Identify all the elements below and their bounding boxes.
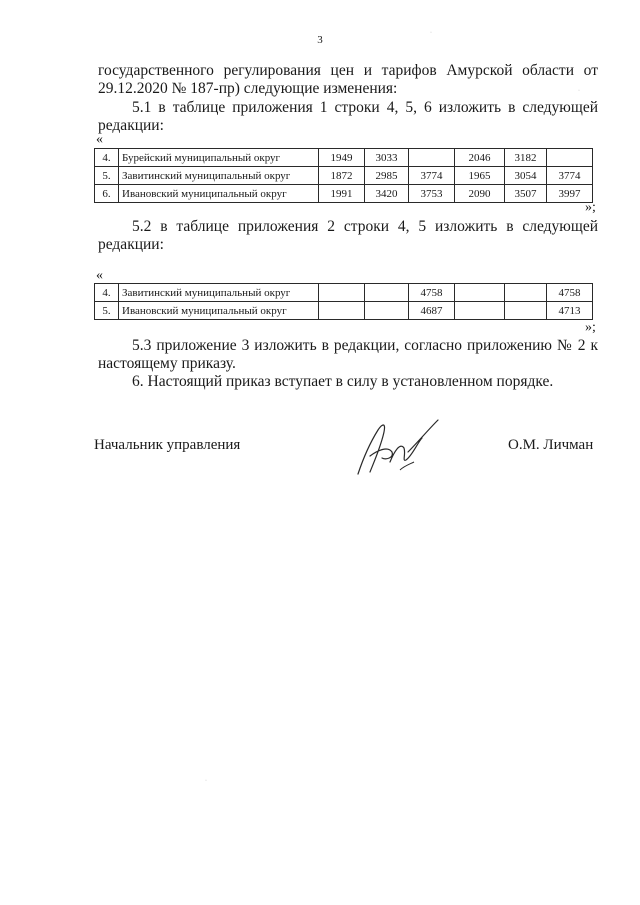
handwritten-signature xyxy=(348,412,448,492)
item-6: 6. Настоящий приказ вступает в силу в установленном порядке. xyxy=(132,373,554,390)
value-cell: 2046 xyxy=(455,149,505,167)
scan-speck: · xyxy=(578,88,580,94)
value-cell: 3774 xyxy=(409,167,455,185)
table-row xyxy=(95,167,593,185)
table-2 xyxy=(94,283,593,320)
value-cell xyxy=(409,149,455,167)
scan-speck: · xyxy=(430,30,432,36)
value-cell: 3753 xyxy=(409,185,455,203)
item-5-1 xyxy=(98,99,598,135)
item-5-3-line-2: настоящему приказу. xyxy=(98,355,236,372)
item-5-2-line-1: 5.2 в таблице приложения 2 строки 4, 5 изложить в следующей xyxy=(132,218,598,235)
district-name-cell: Бурейский муниципальный округ xyxy=(119,149,319,167)
intro-line-1: государственного регулирования цен и тарифов Амурской области от xyxy=(98,62,598,79)
intro-line-2: 29.12.2020 № 187-пр) следующие изменения: xyxy=(98,80,398,97)
value-cell xyxy=(547,149,593,167)
item-5-1-line-1: 5.1 в таблице приложения 1 строки 4, 5, 6 изложить в следующей xyxy=(132,99,598,116)
row-number-cell: 5. xyxy=(95,167,119,185)
value-cell: 3997 xyxy=(547,185,593,203)
value-cell: 4687 xyxy=(409,302,455,320)
value-cell: 2090 xyxy=(455,185,505,203)
item-5-1-line-2: редакции: xyxy=(98,117,164,134)
table-row xyxy=(95,185,593,203)
item-5-3-line-1: 5.3 приложение 3 изложить в редакции, согласно приложению № 2 к xyxy=(132,337,598,354)
table-row xyxy=(95,284,593,302)
table-row xyxy=(95,302,593,320)
value-cell: 1965 xyxy=(455,167,505,185)
value-cell: 4758 xyxy=(409,284,455,302)
value-cell xyxy=(455,302,505,320)
value-cell: 3033 xyxy=(365,149,409,167)
value-cell xyxy=(455,284,505,302)
value-cell: 3420 xyxy=(365,185,409,203)
intro-paragraph xyxy=(98,62,598,98)
value-cell: 3054 xyxy=(505,167,547,185)
row-number-cell: 4. xyxy=(95,149,119,167)
item-5-2-line-2: редакции: xyxy=(98,236,164,253)
table-1 xyxy=(94,148,593,203)
value-cell: 1872 xyxy=(319,167,365,185)
value-cell: 3182 xyxy=(505,149,547,167)
value-cell: 1991 xyxy=(319,185,365,203)
district-name-cell: Ивановский муниципальный округ xyxy=(119,302,319,320)
value-cell xyxy=(319,302,365,320)
value-cell xyxy=(505,284,547,302)
value-cell: 3774 xyxy=(547,167,593,185)
row-number-cell: 5. xyxy=(95,302,119,320)
value-cell: 4758 xyxy=(547,284,593,302)
quote-close: »; xyxy=(585,200,596,215)
row-number-cell: 4. xyxy=(95,284,119,302)
quote-open: « xyxy=(96,132,103,147)
quote-open: « xyxy=(96,268,103,283)
value-cell xyxy=(505,302,547,320)
quote-close: »; xyxy=(585,320,596,335)
value-cell: 1949 xyxy=(319,149,365,167)
value-cell: 2985 xyxy=(365,167,409,185)
page-number: 3 xyxy=(317,34,323,46)
value-cell: 3507 xyxy=(505,185,547,203)
signatory-title: Начальник управления xyxy=(94,437,241,453)
row-number-cell: 6. xyxy=(95,185,119,203)
district-name-cell: Завитинский муниципальный округ xyxy=(119,167,319,185)
district-name-cell: Ивановский муниципальный округ xyxy=(119,185,319,203)
signatory-name: О.М. Личман xyxy=(508,437,594,453)
value-cell xyxy=(365,302,409,320)
table-row xyxy=(95,149,593,167)
item-5-2 xyxy=(98,218,598,254)
scan-speck: · xyxy=(205,778,207,784)
item-5-3 xyxy=(98,337,598,373)
value-cell xyxy=(319,284,365,302)
value-cell xyxy=(365,284,409,302)
value-cell: 4713 xyxy=(547,302,593,320)
district-name-cell: Завитинский муниципальный округ xyxy=(119,284,319,302)
